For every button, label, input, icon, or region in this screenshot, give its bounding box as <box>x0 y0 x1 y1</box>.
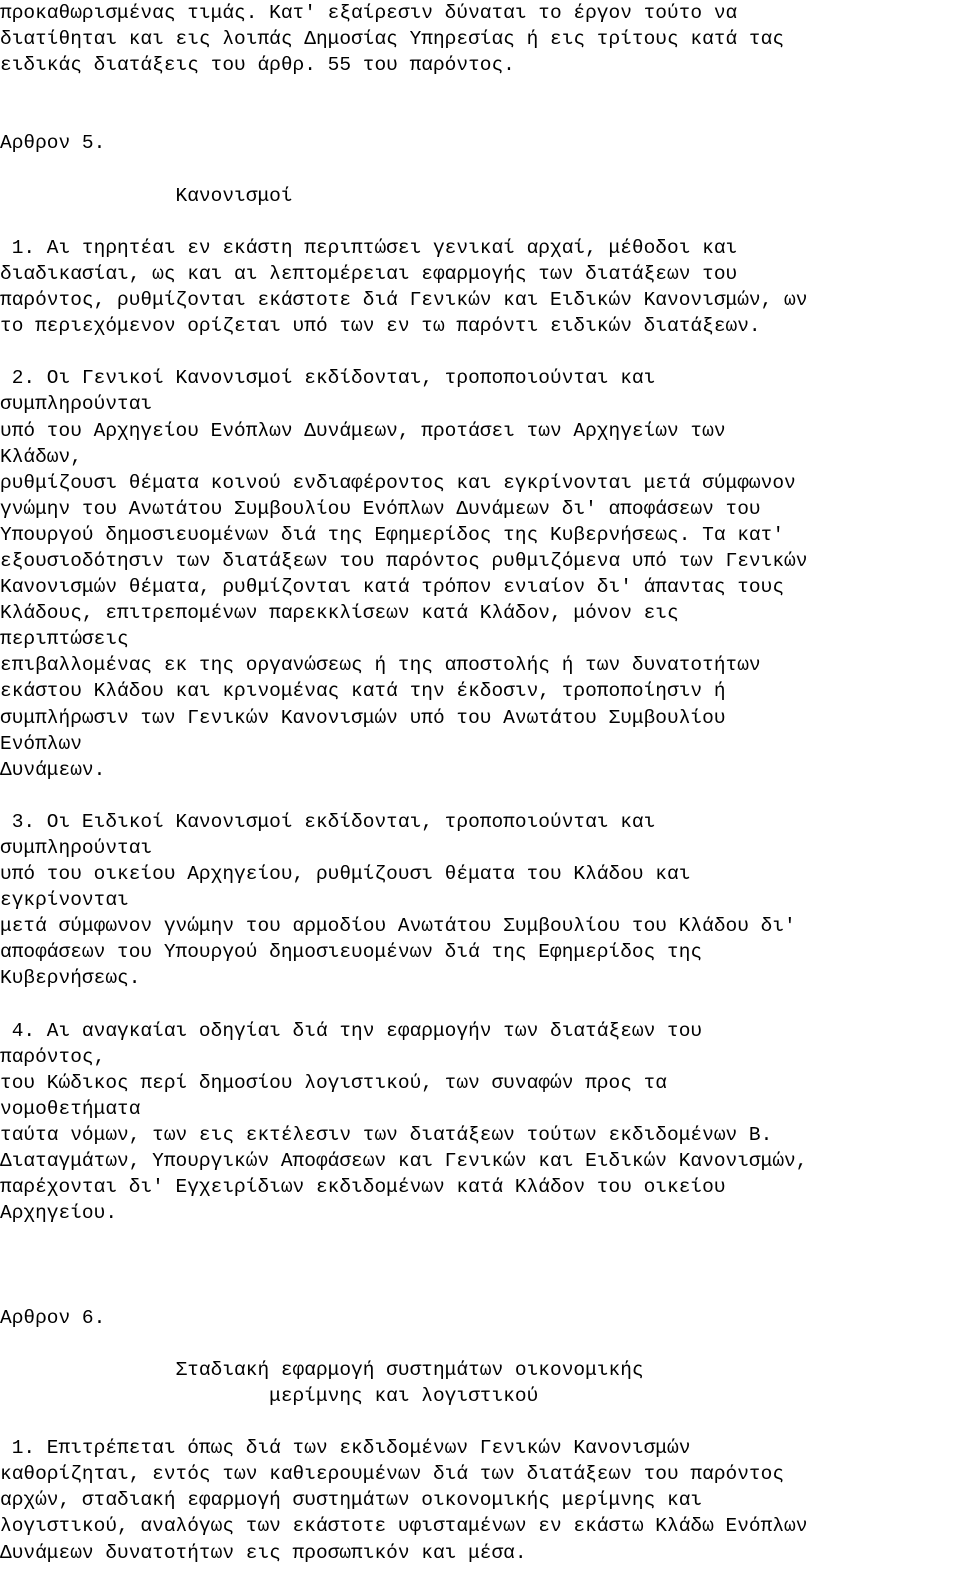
text-line: παρόντος, <box>0 1045 106 1068</box>
text-line: 1. Αι τηρητέαι εν εκάστη περιπτώσει γενικαί αρχαί, μέθοδοι και <box>0 236 738 259</box>
text-line: Αρχηγείου. <box>0 1202 118 1225</box>
text-line <box>0 992 960 1018</box>
text-line: διαδικασίαι, ως και αι λεπτομέρειαι εφαρμογής των διατάξεων του <box>0 262 738 285</box>
text-line <box>0 1331 960 1357</box>
text-line: παρόντος, ρυθμίζονται εκάστοτε διά Γενικών και Ειδικών Κανονισμών, ων <box>0 289 808 312</box>
text-line: καθορίζηται, εντός των καθιερουμένων διά των διατάξεων του παρόντος <box>0 1463 785 1486</box>
text-line <box>0 78 960 104</box>
text-line: αποφάσεων του Υπουργού δημοσιευομένων διά της Εφημερίδος της <box>0 941 703 964</box>
text-line: Κανονισμών θέματα, ρυθμίζονται κατά τρόπον ενιαίον δι' άπαντας τους <box>0 576 785 599</box>
text-line: υπό του Αρχηγείου Ενόπλων Δυνάμεων, προτάσει των Αρχηγείων των <box>0 419 726 442</box>
text-line: περιπτώσεις <box>0 628 129 651</box>
text-line: Αρθρον 5. <box>0 132 106 155</box>
text-line <box>0 1253 960 1279</box>
text-line: λογιστικού, αναλόγως των εκάστοτε υφισταμένων εν εκάστω Κλάδω Ενόπλων <box>0 1515 808 1538</box>
text-line <box>0 157 960 183</box>
text-line: νομοθετήματα <box>0 1097 141 1120</box>
text-line <box>0 104 960 130</box>
text-line: διατίθηται και εις λοιπάς Δημοσίας Υπηρεσίας ή εις τρίτους κατά τας <box>0 28 785 51</box>
text-line <box>0 209 960 235</box>
text-line: 4. Αι αναγκαίαι οδηγίαι διά την εφαρμογήν των διατάξεων του <box>0 1019 703 1042</box>
text-line: το περιεχόμενον ορίζεται υπό των εν τω παρόντι ειδικών διατάξεων. <box>0 315 761 338</box>
text-line: υπό του οικείου Αρχηγείου, ρυθμίζουσι θέματα του Κλάδου και <box>0 863 691 886</box>
text-line: προκαθωρισμένας τιμάς. Κατ' εξαίρεσιν δύναται το έργον τούτο να <box>0 2 738 24</box>
text-line: Αρθρον 6. <box>0 1306 106 1329</box>
text-line <box>0 783 960 809</box>
text-line: Κλάδων, <box>0 445 82 468</box>
text-line <box>0 339 960 365</box>
text-line: 2. Οι Γενικοί Κανονισμοί εκδίδονται, τροποποιούνται και <box>0 367 656 390</box>
text-line: εξουσιοδότησιν των διατάξεων του παρόντος ρυθμιζόμενα υπό των Γενικών <box>0 549 808 572</box>
text-line: συμπληρούνται <box>0 393 153 416</box>
text-line: Δυνάμεων. <box>0 758 106 781</box>
text-line: Κλάδους, επιτρεπομένων παρεκκλίσεων κατά Κλάδον, μόνον εις <box>0 602 679 625</box>
text-line: επιβαλλομένας εκ της οργανώσεως ή της αποστολής ή των δυνατοτήτων <box>0 654 761 677</box>
text-line: ειδικάς διατάξεις του άρθρ. 55 του παρόντος. <box>0 54 515 77</box>
text-line: 3. Οι Ειδικοί Κανονισμοί εκδίδονται, τροποποιούνται και <box>0 810 656 833</box>
text-line <box>0 1409 960 1435</box>
text-line: ρυθμίζουσι θέματα κοινού ενδιαφέροντος και εγκρίνονται μετά σύμφωνον <box>0 471 796 494</box>
text-line: συμπληρούνται <box>0 837 153 859</box>
text-line: Κυβερνήσεως. <box>0 967 141 990</box>
text-line: παρέχονται δι' Εγχειρίδιων εκδιδομένων κατά Κλάδον του οικείου <box>0 1176 726 1199</box>
text-line: Διαταγμάτων, Υπουργικών Αποφάσεων και Γενικών και Ειδικών Κανονισμών, <box>0 1150 808 1173</box>
text-line: Σταδιακή εφαρμογή συστημάτων οικονομικής <box>0 1358 644 1381</box>
text-line: 1. Επιτρέπεται όπως διά των εκδιδομένων Γενικών Κανονισμών <box>0 1437 691 1460</box>
text-line: εγκρίνονται <box>0 889 129 912</box>
text-line: συμπλήρωσιν των Γενικών Κανονισμών υπό του Ανωτάτου Συμβουλίου <box>0 706 726 729</box>
text-line: Δυνάμεων δυνατοτήτων εις προσωπικόν και μέσα. <box>0 1541 527 1564</box>
text-line: Ενόπλων <box>0 732 82 755</box>
text-line: αρχών, σταδιακή εφαρμογή συστημάτων οικονομικής μερίμνης και <box>0 1489 703 1512</box>
text-line: γνώμην του Ανωτάτου Συμβουλίου Ενόπλων Δυνάμεων δι' αποφάσεων του <box>0 497 761 520</box>
text-line: του Κώδικος περί δημοσίου λογιστικού, των συναφών προς τα <box>0 1071 668 1094</box>
text-line: ταύτα νόμων, των εις εκτέλεσιν των διατάξεων τούτων εκδιδομένων Β. <box>0 1124 773 1147</box>
text-line: Υπουργού δημοσιευομένων διά της Εφημερίδος της Κυβερνήσεως. Τα κατ' <box>0 523 785 546</box>
text-line: εκάστου Κλάδου και κρινομένας κατά την έκδοσιν, τροποποίησιν ή <box>0 680 726 703</box>
text-line <box>0 1279 960 1305</box>
text-line: Κανονισμοί <box>0 184 293 207</box>
text-line: μετά σύμφωνον γνώμην του αρμοδίου Ανωτάτου Συμβουλίου του Κλάδου δι' <box>0 915 796 938</box>
text-line <box>0 1226 960 1252</box>
text-line: μερίμνης και λογιστικού <box>0 1384 539 1407</box>
